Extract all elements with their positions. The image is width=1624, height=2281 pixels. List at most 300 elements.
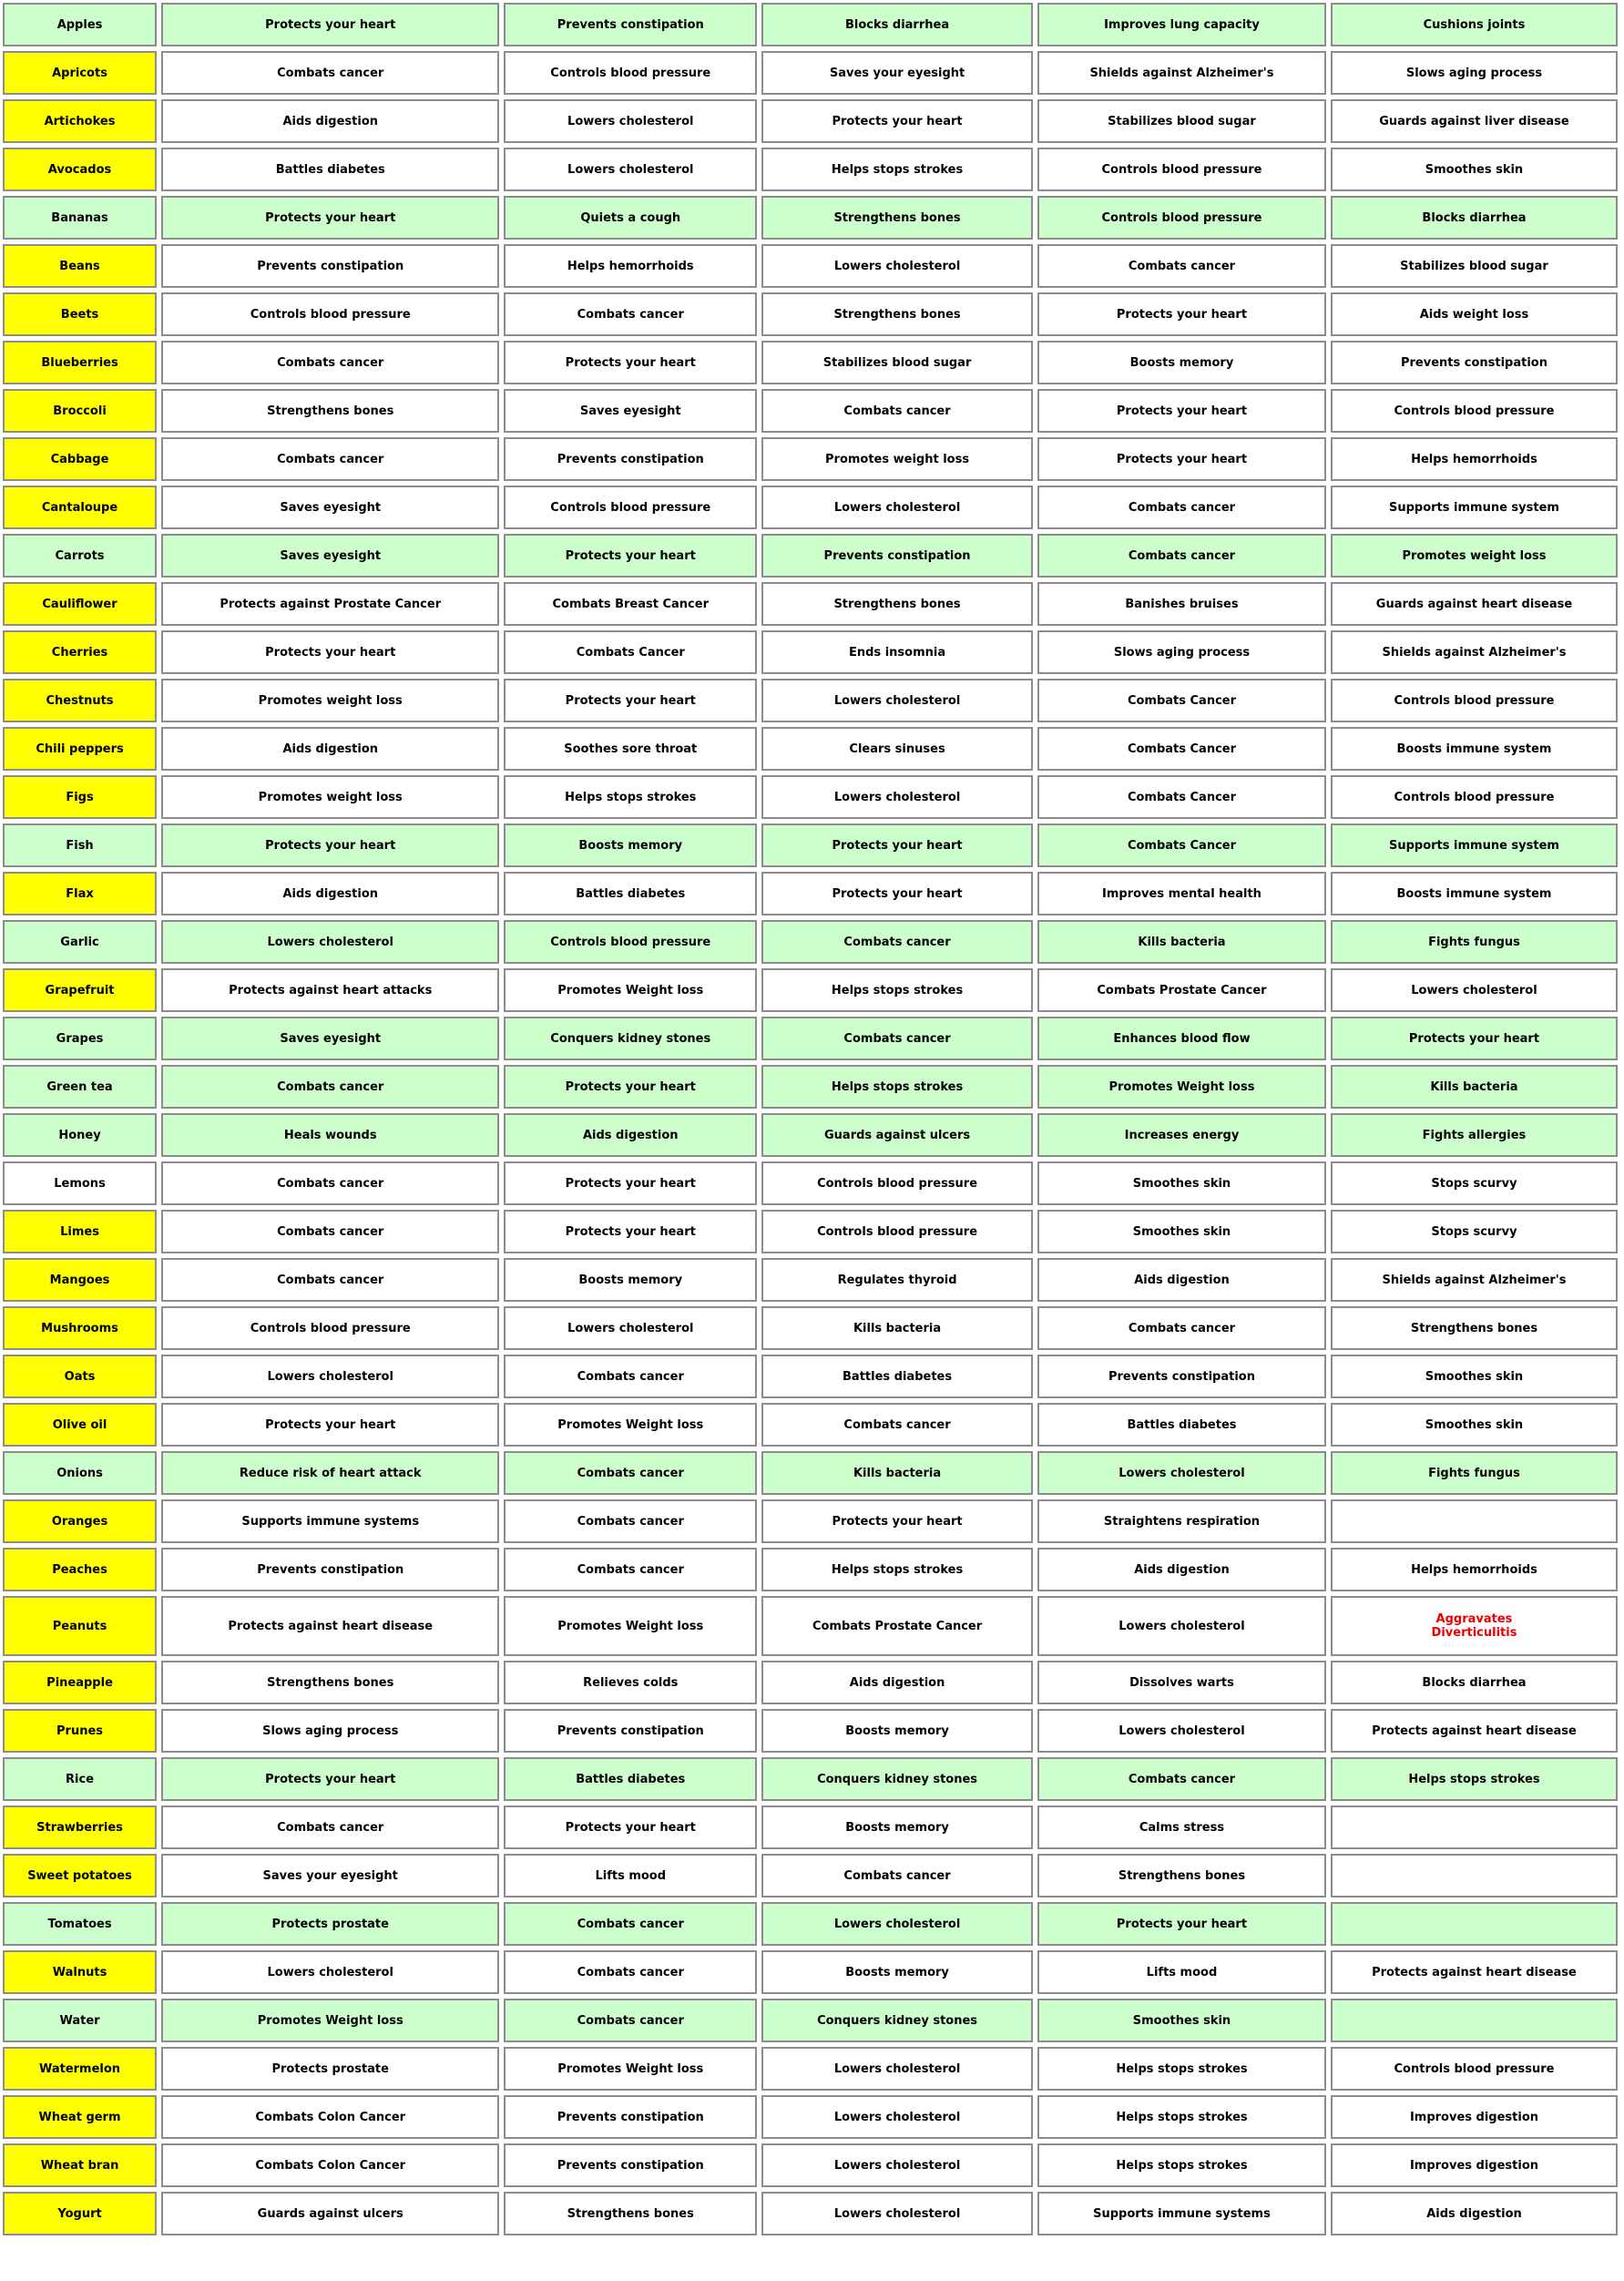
benefit-cell: Relieves colds [504, 1661, 757, 1704]
table-row [3, 1113, 1618, 1157]
benefit-cell: Prevents constipation [504, 437, 757, 481]
benefit-cell: Helps stops strokes [1037, 2095, 1326, 2139]
benefit-cell: Soothes sore throat [504, 727, 757, 771]
food-name-cell: Figs [3, 775, 157, 819]
benefit-cell: Battles diabetes [504, 872, 757, 915]
benefit-cell: Combats cancer [1037, 534, 1326, 578]
benefit-cell: Saves eyesight [161, 486, 499, 529]
benefit-cell: Saves eyesight [161, 534, 499, 578]
food-name-cell: Chili peppers [3, 727, 157, 771]
benefit-cell: Quiets a cough [504, 196, 757, 240]
benefit-cell: Kills bacteria [1331, 1065, 1618, 1109]
benefit-cell: Helps stops strokes [761, 148, 1033, 191]
food-name-cell: Oranges [3, 1499, 157, 1543]
benefit-cell: Lowers cholesterol [1037, 1596, 1326, 1656]
benefit-cell: Protects your heart [761, 823, 1033, 867]
table-row [3, 2192, 1618, 2235]
benefit-cell: Battles diabetes [161, 148, 499, 191]
benefit-cell: Supports immune systems [1037, 2192, 1326, 2235]
benefit-cell: Protects your heart [504, 341, 757, 384]
benefit-cell: Shields against Alzheimer's [1331, 630, 1618, 674]
table-row [3, 679, 1618, 722]
benefit-cell: Conquers kidney stones [761, 1757, 1033, 1801]
food-name-cell: Sweet potatoes [3, 1854, 157, 1897]
benefit-cell: Fights fungus [1331, 920, 1618, 964]
benefit-cell: Promotes weight loss [161, 679, 499, 722]
benefit-cell: Lowers cholesterol [1331, 968, 1618, 1012]
benefit-cell: Lowers cholesterol [761, 2095, 1033, 2139]
benefit-cell: Supports immune system [1331, 823, 1618, 867]
benefit-cell: Conquers kidney stones [504, 1017, 757, 1060]
food-name-cell: Fish [3, 823, 157, 867]
benefit-cell: Boosts memory [1037, 341, 1326, 384]
food-name-cell: Flax [3, 872, 157, 915]
benefit-cell: Combats cancer [504, 1548, 757, 1591]
table-row [3, 534, 1618, 578]
benefit-cell: Aids digestion [761, 1661, 1033, 1704]
benefit-cell: Kills bacteria [761, 1306, 1033, 1350]
food-name-cell: Wheat germ [3, 2095, 157, 2139]
table-row [3, 920, 1618, 964]
benefit-cell: Controls blood pressure [1037, 196, 1326, 240]
food-name-cell: Yogurt [3, 2192, 157, 2235]
benefit-cell: Controls blood pressure [1331, 775, 1618, 819]
food-name-cell: Cabbage [3, 437, 157, 481]
benefit-cell: Combats cancer [1037, 1757, 1326, 1801]
benefit-cell: Strengthens bones [761, 292, 1033, 336]
food-name-cell: Rice [3, 1757, 157, 1801]
benefit-cell: Aids digestion [161, 99, 499, 143]
benefit-cell: Dissolves warts [1037, 1661, 1326, 1704]
benefit-cell: Lowers cholesterol [761, 679, 1033, 722]
benefit-cell: Combats cancer [161, 51, 499, 95]
benefit-cell: Fights fungus [1331, 1451, 1618, 1495]
table-row [3, 1709, 1618, 1753]
benefit-cell: Smoothes skin [1331, 1355, 1618, 1398]
benefit-cell: Combats Cancer [1037, 775, 1326, 819]
benefit-cell: Lowers cholesterol [1037, 1709, 1326, 1753]
benefit-cell: Improves digestion [1331, 2095, 1618, 2139]
benefit-cell: Protects your heart [1331, 1017, 1618, 1060]
food-name-cell: Pineapple [3, 1661, 157, 1704]
table-row [3, 1902, 1618, 1946]
food-name-cell: Apricots [3, 51, 157, 95]
table-row [3, 51, 1618, 95]
benefit-cell: Combats Cancer [1037, 727, 1326, 771]
benefit-cell: Strengthens bones [1331, 1306, 1618, 1350]
benefit-cell: Lowers cholesterol [161, 1950, 499, 1994]
benefit-cell: Protects your heart [1037, 1902, 1326, 1946]
benefit-cell: Combats cancer [761, 1017, 1033, 1060]
benefit-cell: Strengthens bones [161, 389, 499, 433]
benefit-cell: Protects your heart [161, 1403, 499, 1447]
benefit-cell: Combats cancer [761, 389, 1033, 433]
benefit-cell: Protects your heart [1037, 437, 1326, 481]
benefit-cell: Combats Colon Cancer [161, 2143, 499, 2187]
benefit-cell: Lowers cholesterol [161, 1355, 499, 1398]
benefit-cell [1331, 1499, 1618, 1543]
benefit-cell: Combats Cancer [1037, 679, 1326, 722]
food-name-cell: Limes [3, 1210, 157, 1253]
benefit-cell: Shields against Alzheimer's [1037, 51, 1326, 95]
benefit-cell: Cushions joints [1331, 3, 1618, 46]
benefit-cell: Supports immune systems [161, 1499, 499, 1543]
table-row [3, 1451, 1618, 1495]
table-row [3, 244, 1618, 288]
table-row [3, 1499, 1618, 1543]
food-name-cell: Wheat bran [3, 2143, 157, 2187]
benefit-cell: Aids digestion [504, 1113, 757, 1157]
benefit-cell: Controls blood pressure [161, 292, 499, 336]
table-row [3, 630, 1618, 674]
table-row [3, 823, 1618, 867]
benefit-cell: Shields against Alzheimer's [1331, 1258, 1618, 1302]
benefit-cell: Controls blood pressure [1037, 148, 1326, 191]
benefit-cell: Helps hemorrhoids [504, 244, 757, 288]
benefit-cell: Combats cancer [161, 1161, 499, 1205]
benefit-cell: Helps stops strokes [761, 1548, 1033, 1591]
benefit-cell: Strengthens bones [504, 2192, 757, 2235]
table-row [3, 1999, 1618, 2042]
food-name-cell: Apples [3, 3, 157, 46]
benefit-cell: Protects your heart [161, 196, 499, 240]
benefit-cell: Supports immune system [1331, 486, 1618, 529]
benefit-cell: Protects prostate [161, 2047, 499, 2091]
benefit-cell: Prevents constipation [161, 244, 499, 288]
table-row [3, 486, 1618, 529]
benefit-cell: Controls blood pressure [761, 1161, 1033, 1205]
benefit-cell: Regulates thyroid [761, 1258, 1033, 1302]
benefit-cell: Guards against liver disease [1331, 99, 1618, 143]
benefit-cell: Boosts memory [504, 1258, 757, 1302]
benefit-cell [1331, 1854, 1618, 1897]
benefit-cell: Protects your heart [1037, 389, 1326, 433]
benefit-cell: Straightens respiration [1037, 1499, 1326, 1543]
benefit-cell: Banishes bruises [1037, 582, 1326, 626]
benefit-cell: Reduce risk of heart attack [161, 1451, 499, 1495]
benefit-cell: Lifts mood [504, 1854, 757, 1897]
food-name-cell: Carrots [3, 534, 157, 578]
food-name-cell: Blueberries [3, 341, 157, 384]
food-name-cell: Beans [3, 244, 157, 288]
table-row [3, 1596, 1618, 1656]
food-name-cell: Green tea [3, 1065, 157, 1109]
benefit-cell: Controls blood pressure [761, 1210, 1033, 1253]
table-row [3, 1854, 1618, 1897]
benefit-cell: Protects your heart [504, 1805, 757, 1849]
benefit-cell: Saves eyesight [504, 389, 757, 433]
food-name-cell: Lemons [3, 1161, 157, 1205]
benefit-cell: Guards against ulcers [161, 2192, 499, 2235]
benefit-cell: Protects your heart [161, 823, 499, 867]
benefit-cell: Increases energy [1037, 1113, 1326, 1157]
benefit-cell: Boosts immune system [1331, 727, 1618, 771]
benefit-cell: Promotes weight loss [761, 437, 1033, 481]
table-row [3, 1017, 1618, 1060]
benefit-cell: Improves mental health [1037, 872, 1326, 915]
benefit-cell: Boosts memory [761, 1950, 1033, 1994]
benefit-cell: Combats cancer [161, 1210, 499, 1253]
benefit-cell: Battles diabetes [1037, 1403, 1326, 1447]
benefit-cell: Combats Breast Cancer [504, 582, 757, 626]
table-row [3, 1403, 1618, 1447]
benefit-cell: Combats cancer [504, 1451, 757, 1495]
food-name-cell: Strawberries [3, 1805, 157, 1849]
benefit-cell: Promotes Weight loss [161, 1999, 499, 2042]
benefit-cell: Stabilizes blood sugar [1037, 99, 1326, 143]
benefit-cell: Prevents constipation [1331, 341, 1618, 384]
benefit-cell: Combats cancer [761, 920, 1033, 964]
benefit-cell: Combats cancer [161, 1065, 499, 1109]
table-row [3, 1661, 1618, 1704]
food-name-cell: Olive oil [3, 1403, 157, 1447]
food-name-cell: Mushrooms [3, 1306, 157, 1350]
benefit-cell: Combats cancer [1037, 486, 1326, 529]
benefit-cell: Smoothes skin [1037, 1161, 1326, 1205]
benefit-cell: Controls blood pressure [1331, 2047, 1618, 2091]
table-row [3, 148, 1618, 191]
benefit-cell: Helps hemorrhoids [1331, 437, 1618, 481]
table-row [3, 968, 1618, 1012]
benefit-cell: Helps stops strokes [761, 1065, 1033, 1109]
benefit-cell: Combats cancer [761, 1403, 1033, 1447]
benefit-cell: Guards against heart disease [1331, 582, 1618, 626]
food-name-cell: Honey [3, 1113, 157, 1157]
benefit-cell [1331, 1805, 1618, 1849]
table-row [3, 1805, 1618, 1849]
food-name-cell: Garlic [3, 920, 157, 964]
table-row [3, 341, 1618, 384]
benefit-cell: Prevents constipation [504, 2095, 757, 2139]
benefit-cell: Protects your heart [504, 679, 757, 722]
benefit-cell: Protects against heart attacks [161, 968, 499, 1012]
benefit-cell: Helps stops strokes [761, 968, 1033, 1012]
benefit-cell: Combats cancer [504, 292, 757, 336]
table-row [3, 1258, 1618, 1302]
benefit-cell: Lowers cholesterol [761, 2143, 1033, 2187]
table-row [3, 1210, 1618, 1253]
benefit-cell: Improves digestion [1331, 2143, 1618, 2187]
benefit-cell: Protects against Prostate Cancer [161, 582, 499, 626]
benefit-cell: Promotes Weight loss [504, 968, 757, 1012]
food-name-cell: Grapefruit [3, 968, 157, 1012]
food-name-cell: Oats [3, 1355, 157, 1398]
benefit-cell: Combats cancer [161, 1258, 499, 1302]
food-name-cell: Grapes [3, 1017, 157, 1060]
benefit-cell: Lowers cholesterol [761, 2047, 1033, 2091]
food-name-cell: Avocados [3, 148, 157, 191]
benefit-cell: Guards against ulcers [761, 1113, 1033, 1157]
warning-line: Diverticulitis [1431, 1626, 1517, 1640]
benefit-cell: Lowers cholesterol [761, 486, 1033, 529]
benefit-cell: Kills bacteria [1037, 920, 1326, 964]
table-row [3, 2095, 1618, 2139]
benefit-cell: Promotes Weight loss [504, 2047, 757, 2091]
benefit-cell: Slows aging process [161, 1709, 499, 1753]
benefit-cell: Lowers cholesterol [1037, 1451, 1326, 1495]
benefit-cell: Battles diabetes [504, 1757, 757, 1801]
benefit-cell: Combats cancer [504, 1355, 757, 1398]
benefit-cell: Conquers kidney stones [761, 1999, 1033, 2042]
benefit-cell: Protects your heart [504, 1161, 757, 1205]
benefit-cell: Smoothes skin [1331, 148, 1618, 191]
table-row [3, 872, 1618, 915]
benefit-cell: Combats Cancer [1037, 823, 1326, 867]
table-row [3, 1065, 1618, 1109]
benefit-cell: Lowers cholesterol [761, 775, 1033, 819]
benefit-cell: Boosts immune system [1331, 872, 1618, 915]
table-row [3, 2047, 1618, 2091]
benefit-cell: Combats cancer [504, 1999, 757, 2042]
benefit-cell: Lowers cholesterol [761, 2192, 1033, 2235]
benefit-cell: Stabilizes blood sugar [1331, 244, 1618, 288]
benefit-cell: Calms stress [1037, 1805, 1326, 1849]
food-name-cell: Water [3, 1999, 157, 2042]
food-name-cell: Cauliflower [3, 582, 157, 626]
benefit-cell: Promotes Weight loss [504, 1596, 757, 1656]
table-row [3, 582, 1618, 626]
benefit-cell: Prevents constipation [504, 1709, 757, 1753]
benefit-cell: Boosts memory [761, 1805, 1033, 1849]
benefit-cell: Lowers cholesterol [161, 920, 499, 964]
benefit-cell: Helps stops strokes [1037, 2047, 1326, 2091]
food-name-cell: Onions [3, 1451, 157, 1495]
food-name-cell: Beets [3, 292, 157, 336]
table-row [3, 292, 1618, 336]
benefit-cell: Combats cancer [504, 1950, 757, 1994]
food-name-cell: Peaches [3, 1548, 157, 1591]
benefit-cell: Boosts memory [761, 1709, 1033, 1753]
benefit-cell: Protects your heart [161, 3, 499, 46]
benefit-cell: Heals wounds [161, 1113, 499, 1157]
table-row [3, 389, 1618, 433]
benefit-cell: Aids digestion [1331, 2192, 1618, 2235]
benefit-cell: Strengthens bones [761, 582, 1033, 626]
food-name-cell: Walnuts [3, 1950, 157, 1994]
table-row [3, 2143, 1618, 2187]
benefit-cell: Prevents constipation [504, 3, 757, 46]
benefit-cell: Aids weight loss [1331, 292, 1618, 336]
table-row [3, 1757, 1618, 1801]
benefit-cell: Promotes Weight loss [1037, 1065, 1326, 1109]
table-row [3, 1161, 1618, 1205]
benefit-cell: Protects your heart [504, 1210, 757, 1253]
benefit-cell: Combats cancer [761, 1854, 1033, 1897]
benefit-cell: Slows aging process [1037, 630, 1326, 674]
food-name-cell: Peanuts [3, 1596, 157, 1656]
benefit-cell: Combats cancer [161, 1805, 499, 1849]
benefit-cell: Battles diabetes [761, 1355, 1033, 1398]
benefit-cell: Slows aging process [1331, 51, 1618, 95]
benefit-cell: Helps stops strokes [1037, 2143, 1326, 2187]
benefit-cell: Kills bacteria [761, 1451, 1033, 1495]
table-row [3, 727, 1618, 771]
benefit-cell: Protects your heart [161, 1757, 499, 1801]
table-row [3, 1306, 1618, 1350]
benefit-cell [1331, 1999, 1618, 2042]
benefit-cell: Combats Prostate Cancer [1037, 968, 1326, 1012]
benefit-cell [1331, 1596, 1618, 1656]
benefit-cell: Combats Cancer [504, 630, 757, 674]
benefit-cell: Prevents constipation [161, 1548, 499, 1591]
benefit-cell: Combats cancer [1037, 1306, 1326, 1350]
benefit-cell: Controls blood pressure [504, 920, 757, 964]
benefit-cell: Controls blood pressure [1331, 679, 1618, 722]
benefit-cell: Smoothes skin [1037, 1210, 1326, 1253]
benefit-cell: Improves lung capacity [1037, 3, 1326, 46]
table-body [3, 3, 1618, 2235]
benefit-cell: Prevents constipation [1037, 1355, 1326, 1398]
benefit-cell: Lowers cholesterol [504, 1306, 757, 1350]
benefit-cell: Promotes Weight loss [504, 1403, 757, 1447]
benefit-cell: Helps hemorrhoids [1331, 1548, 1618, 1591]
benefit-cell: Protects your heart [761, 99, 1033, 143]
food-name-cell: Broccoli [3, 389, 157, 433]
food-name-cell: Mangoes [3, 1258, 157, 1302]
benefit-cell: Promotes weight loss [161, 775, 499, 819]
food-name-cell: Bananas [3, 196, 157, 240]
benefit-cell: Saves eyesight [161, 1017, 499, 1060]
benefit-cell: Stabilizes blood sugar [761, 341, 1033, 384]
benefit-cell: Protects against heart disease [1331, 1709, 1618, 1753]
food-name-cell: Watermelon [3, 2047, 157, 2091]
benefit-cell: Combats cancer [504, 1902, 757, 1946]
benefit-cell: Promotes weight loss [1331, 534, 1618, 578]
benefit-cell: Helps stops strokes [1331, 1757, 1618, 1801]
table-row [3, 775, 1618, 819]
table-row [3, 3, 1618, 46]
food-name-cell: Prunes [3, 1709, 157, 1753]
benefit-cell: Saves your eyesight [761, 51, 1033, 95]
benefit-cell: Controls blood pressure [504, 486, 757, 529]
benefit-cell: Lowers cholesterol [761, 1902, 1033, 1946]
benefit-cell: Combats cancer [1037, 244, 1326, 288]
benefit-cell: Clears sinuses [761, 727, 1033, 771]
food-name-cell: Artichokes [3, 99, 157, 143]
benefit-cell: Protects against heart disease [161, 1596, 499, 1656]
food-name-cell: Cherries [3, 630, 157, 674]
benefit-cell: Protects your heart [504, 1065, 757, 1109]
benefit-cell: Lowers cholesterol [504, 148, 757, 191]
benefit-cell: Combats cancer [504, 1499, 757, 1543]
table-row [3, 1950, 1618, 1994]
benefit-cell: Enhances blood flow [1037, 1017, 1326, 1060]
benefit-cell: Saves your eyesight [161, 1854, 499, 1897]
benefit-cell: Strengthens bones [161, 1661, 499, 1704]
benefit-cell: Stops scurvy [1331, 1210, 1618, 1253]
benefit-cell: Protects your heart [761, 872, 1033, 915]
food-name-cell: Chestnuts [3, 679, 157, 722]
benefit-cell: Protects your heart [761, 1499, 1033, 1543]
benefit-cell: Protects your heart [1037, 292, 1326, 336]
benefit-cell: Aids digestion [1037, 1258, 1326, 1302]
table-row [3, 1548, 1618, 1591]
benefit-cell: Lifts mood [1037, 1950, 1326, 1994]
benefit-cell: Protects against heart disease [1331, 1950, 1618, 1994]
benefit-cell: Protects prostate [161, 1902, 499, 1946]
benefit-cell: Strengthens bones [761, 196, 1033, 240]
benefit-cell: Lowers cholesterol [761, 244, 1033, 288]
benefit-cell: Blocks diarrhea [1331, 1661, 1618, 1704]
benefit-cell: Ends insomnia [761, 630, 1033, 674]
benefit-cell: Protects your heart [161, 630, 499, 674]
benefit-cell: Controls blood pressure [504, 51, 757, 95]
benefit-cell: Combats cancer [161, 341, 499, 384]
benefit-cell: Fights allergies [1331, 1113, 1618, 1157]
table-row [3, 1355, 1618, 1398]
table-row [3, 99, 1618, 143]
food-name-cell: Cantaloupe [3, 486, 157, 529]
